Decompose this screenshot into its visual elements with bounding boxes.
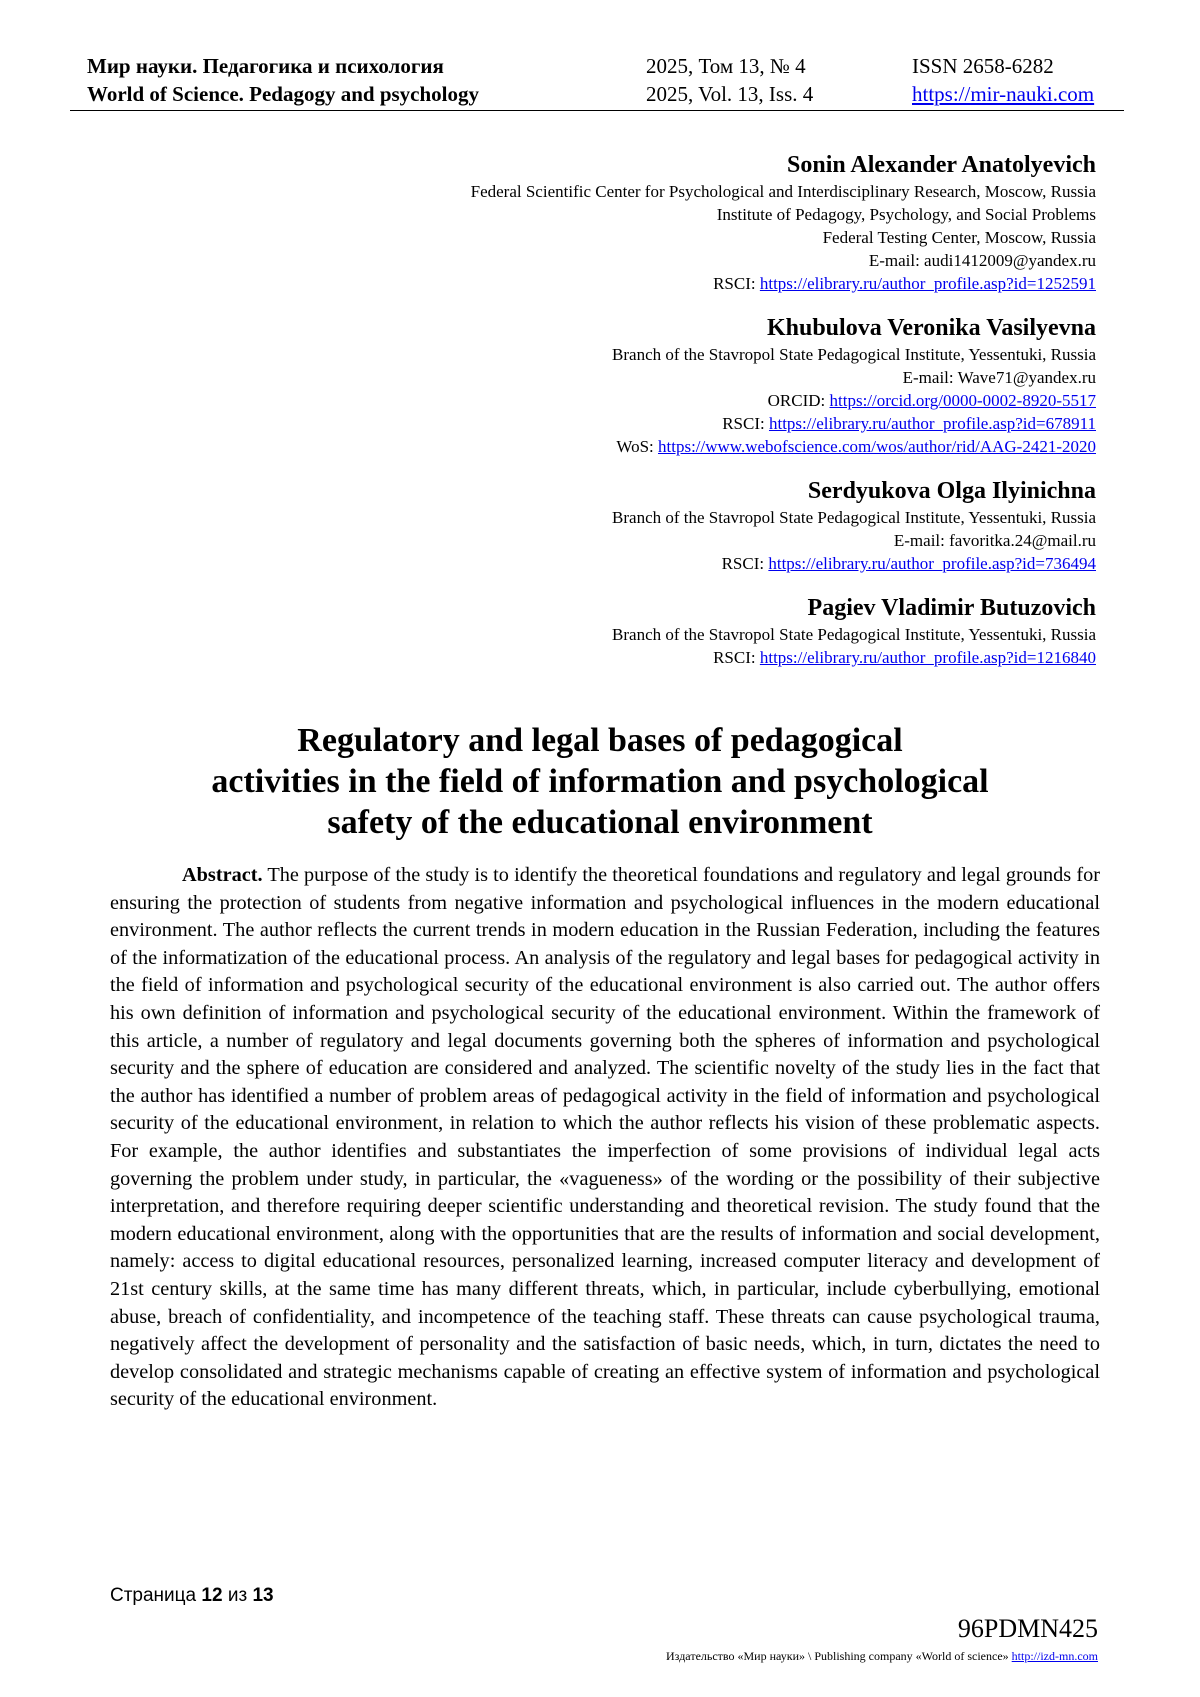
wos-label: WoS: (616, 437, 654, 456)
author-affiliation: Federal Testing Center, Moscow, Russia (822, 228, 1096, 247)
author-affiliation: Branch of the Stavropol State Pedagogical Institute, Yessentuki, Russia (612, 345, 1096, 364)
author-affiliation: Federal Scientific Center for Psychological and Interdisciplinary Research, Moscow, Russia (470, 182, 1096, 201)
author-affiliation: Branch of the Stavropol State Pedagogical Institute, Yessentuki, Russia (612, 625, 1096, 644)
rsci-label: RSCI: (713, 274, 756, 293)
abstract-text: The purpose of the study is to identify the theoretical foundations and regulatory and legal grounds for ensuring the protection of students from negative information and psychological influences in the modern educational environment. The author reflects the current trends in modern education in the Russian Federation, including the features of the informatization of the educational process. An analysis of the regulatory and legal bases for pedagogical activity in the field of information and psychological security of the educational environment is also carried out. The author offers his own definition of information and psychological security of the educational environment. Within the framework of this article, a number of regulatory and legal documents governing both the spheres of information and psychological security and the sphere of education are considered and analyzed. The scientific novelty of the study lies in the fact that the author has identified a number of problem areas of pedagogical activity in the field of information and psychological security of the educational environment, in relation to which the author reflects his vision of these problematic aspects. For example, the author identifies and substantiates the imperfection of some provisions of individual legal acts governing the problem under study, in particular, the «vagueness» of the wording or the possibility of their subjective interpretation, and therefore requiring deeper scientific understanding and theoretical revision. The study found that the modern educational environment, along with the opportunities that are the results of information and social development, namely: access to digital educational resources, personalized learning, increased computer literacy and development of 21st century skills, at the same time has many different threats, which, in particular, include cyberbullying, emotional abuse, breach of confidentiality, and incompetence of the teaching staff. These threats can cause psychological trauma, negatively affect the development of personality and the satisfaction of basic needs, which, in turn, dictates the need to develop consolidated and strategic mechanisms capable of creating an effective system of information and psychological security of the educational environment. (110, 864, 1100, 1411)
authors-block (196, 150, 1096, 687)
journal-title-ru: Мир науки. Педагогика и психология (87, 54, 444, 78)
author-1 (196, 150, 1096, 295)
abstract (110, 862, 1100, 1414)
author-rsci (196, 412, 1096, 435)
author-name: Pagiev Vladimir Butuzovich (807, 595, 1096, 621)
author-2 (196, 313, 1096, 458)
header-divider (70, 110, 1124, 111)
journal-title-en: World of Science. Pedagogy and psychology (87, 82, 480, 106)
page-total: 13 (252, 1585, 274, 1606)
header-row-ru (72, 52, 1122, 80)
author-affiliation: Branch of the Stavropol State Pedagogical Institute, Yessentuki, Russia (612, 508, 1096, 527)
rsci-link[interactable]: https://elibrary.ru/author_profile.asp?id=1252591 (759, 274, 1096, 293)
volume-en: 2025, Vol. 13, Iss. 4 (646, 82, 814, 106)
author-rsci (196, 272, 1096, 295)
rsci-label: RSCI: (713, 648, 756, 667)
author-affiliation: Institute of Pedagogy, Psychology, and Social Problems (716, 205, 1096, 224)
author-rsci (196, 552, 1096, 575)
author-wos (196, 435, 1096, 458)
author-name: Khubulova Veronika Vasilyevna (766, 315, 1096, 341)
title-line: safety of the educational environment (327, 804, 873, 841)
wos-link[interactable]: https://www.webofscience.com/wos/author/rid/AAG-2421-2020 (658, 437, 1096, 456)
author-email: E-mail: Wave71@yandex.ru (902, 368, 1096, 387)
article-code: 96PDMN425 (957, 1614, 1098, 1643)
author-email: E-mail: favoritka.24@mail.ru (893, 531, 1096, 550)
issn: ISSN 2658-6282 (912, 54, 1054, 78)
rsci-link[interactable]: https://elibrary.ru/author_profile.asp?id=1216840 (759, 648, 1096, 667)
header-row-en (72, 80, 1122, 108)
rsci-link[interactable]: https://elibrary.ru/author_profile.asp?id=736494 (768, 554, 1096, 573)
page-number (110, 1585, 274, 1607)
author-3 (196, 476, 1096, 575)
author-name: Sonin Alexander Anatolyevich (787, 152, 1096, 178)
page-current: 12 (201, 1585, 223, 1606)
rsci-label: RSCI: (721, 554, 765, 573)
author-rsci (196, 646, 1096, 669)
author-email: E-mail: audi1412009@yandex.ru (868, 251, 1096, 270)
author-4 (196, 593, 1096, 669)
rsci-link[interactable]: https://elibrary.ru/author_profile.asp?id=678911 (768, 414, 1096, 433)
page-of: из (227, 1585, 248, 1606)
orcid-label: ORCID: (767, 391, 826, 410)
article-title (110, 720, 1090, 843)
journal-site-link[interactable]: https://mir-nauki.com (912, 82, 1095, 106)
journal-header (72, 52, 1122, 110)
author-orcid (196, 389, 1096, 412)
publisher-link[interactable]: http://izd-mn.com (1011, 1649, 1098, 1663)
author-name: Serdyukova Olga Ilyinichna (807, 478, 1096, 504)
publisher-text: Издательство «Мир науки» \ Publishing company «World of science» (666, 1649, 1009, 1663)
title-line: activities in the field of information and psychological (211, 763, 989, 800)
volume-ru: 2025, Том 13, № 4 (646, 54, 806, 78)
title-line: Regulatory and legal bases of pedagogical (297, 722, 903, 759)
publisher-line (666, 1649, 1098, 1664)
rsci-label: RSCI: (722, 414, 765, 433)
orcid-link[interactable]: https://orcid.org/0000-0002-8920-5517 (829, 391, 1096, 410)
abstract-label: Abstract. (182, 864, 263, 886)
page-prefix: Страница (110, 1585, 197, 1606)
